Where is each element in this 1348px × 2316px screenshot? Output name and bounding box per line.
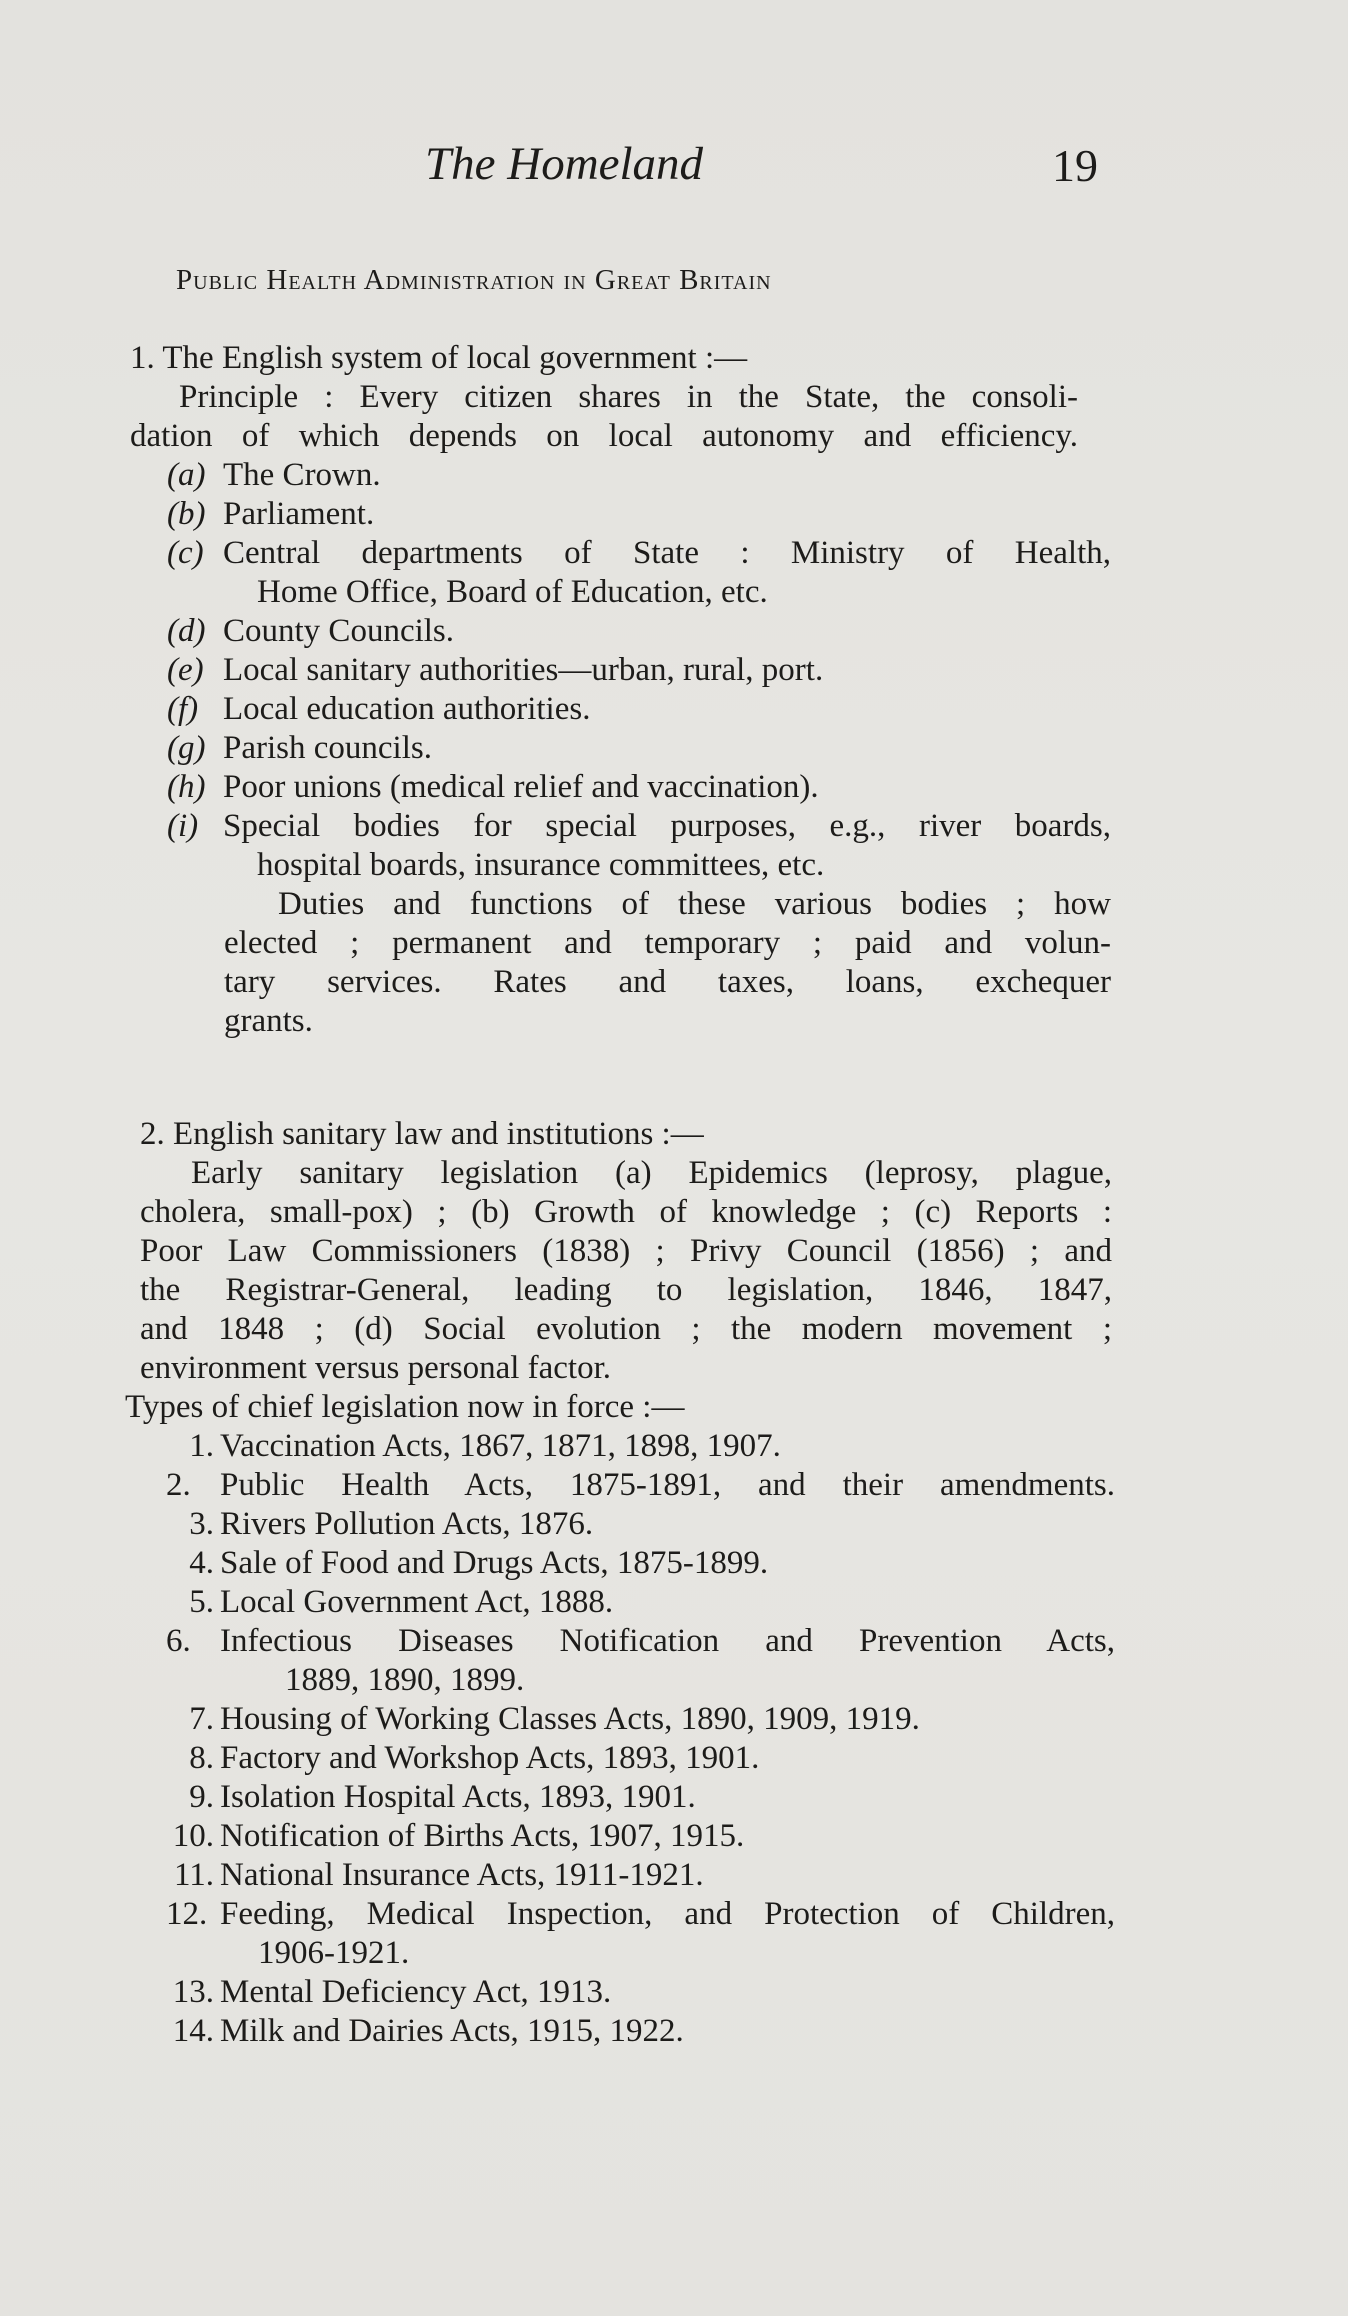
- early-legislation-line: Early sanitary legislation (a) Epidemics (leprosy, plague,: [191, 1155, 1112, 1191]
- principle-line-2: dation of which depends on local autonomy and efficiency.: [130, 418, 1078, 454]
- item-text: Parish councils.: [223, 730, 432, 766]
- item-marker: (g): [167, 730, 206, 766]
- item-marker: (i): [167, 808, 199, 844]
- item-text: Milk and Dairies Acts, 1915, 1922.: [220, 2013, 684, 2049]
- early-legislation-line: and 1848 ; (d) Social evolution ; the modern movement ;: [140, 1311, 1112, 1347]
- item-text: Factory and Workshop Acts, 1893, 1901.: [220, 1740, 760, 1776]
- item-text: Feeding, Medical Inspection, and Protection of Children,: [220, 1896, 1115, 1932]
- item-continuation: 1906-1921.: [258, 1935, 410, 1971]
- list-item: [167, 651, 823, 689]
- principle-line-1: Principle : Every citizen shares in the State, the consoli-: [179, 379, 1078, 415]
- page-number: 19: [1052, 140, 1098, 191]
- list-item: [167, 534, 1111, 572]
- legislation-item: [166, 1583, 613, 1621]
- legislation-item: [166, 1700, 920, 1738]
- item-text: Parliament.: [223, 496, 375, 532]
- item-text: National Insurance Acts, 1911-1921.: [220, 1857, 704, 1893]
- item-number: 2.: [166, 1467, 191, 1503]
- list-item: [167, 729, 432, 767]
- early-legislation-line: Poor Law Commissioners (1838) ; Privy Council (1856) ; and: [140, 1233, 1112, 1269]
- legislation-item: [166, 2012, 684, 2050]
- legislation-item: [166, 1544, 768, 1582]
- legislation-item: [166, 1505, 593, 1543]
- item-number: 5.: [189, 1584, 214, 1620]
- list-item: [167, 456, 381, 494]
- item-marker: (a): [167, 457, 206, 493]
- item-text: Rivers Pollution Acts, 1876.: [220, 1506, 594, 1542]
- item-text: The Crown.: [223, 457, 381, 493]
- running-header-title: The Homeland: [425, 138, 704, 190]
- item-number: 1.: [189, 1428, 214, 1464]
- item-text: County Councils.: [223, 613, 455, 649]
- duties-line: elected ; permanent and temporary ; paid and volun-: [224, 925, 1111, 961]
- item-number: 11.: [173, 1857, 214, 1893]
- legislation-item: [166, 1856, 704, 1894]
- item-continuation: Home Office, Board of Education, etc.: [257, 574, 768, 610]
- legislation-item: [166, 1622, 1115, 1660]
- item-text: Isolation Hospital Acts, 1893, 1901.: [220, 1779, 696, 1815]
- item-number: 4.: [189, 1545, 214, 1581]
- item-number: 7.: [189, 1701, 214, 1737]
- list-item: [167, 807, 1111, 845]
- item-marker: (c): [167, 535, 204, 571]
- item-continuation: hospital boards, insurance committees, etc.: [257, 847, 825, 883]
- item-continuation: 1889, 1890, 1899.: [285, 1662, 525, 1698]
- item-marker: (h): [167, 769, 206, 805]
- item-text: Local sanitary authorities—urban, rural, port.: [223, 652, 824, 688]
- item-text: Infectious Diseases Notification and Prevention Acts,: [220, 1623, 1115, 1659]
- item-text: Poor unions (medical relief and vaccination).: [223, 769, 819, 805]
- duties-line: Duties and functions of these various bodies ; how: [278, 886, 1111, 922]
- item-text: Special bodies for special purposes, e.g., river boards,: [223, 808, 1111, 844]
- item-number: 14.: [172, 2013, 214, 2049]
- item-text: Housing of Working Classes Acts, 1890, 1909, 1919.: [220, 1701, 920, 1737]
- list-item: [167, 495, 374, 533]
- item-text: Notification of Births Acts, 1907, 1915.: [220, 1818, 745, 1854]
- item-text: Public Health Acts, 1875-1891, and their amendments.: [220, 1467, 1115, 1503]
- duties-line: grants.: [224, 1003, 313, 1039]
- item-number: 6.: [166, 1623, 191, 1659]
- item-number: 12.: [166, 1896, 208, 1932]
- item-number: 3.: [189, 1506, 214, 1542]
- list-item: [167, 768, 819, 806]
- item-text: Central departments of State : Ministry of Health,: [223, 535, 1111, 571]
- section-1-heading: 1. The English system of local government :—: [130, 340, 748, 376]
- list-item: [167, 690, 590, 728]
- item-text: Local Government Act, 1888.: [220, 1584, 614, 1620]
- item-marker: (d): [167, 613, 206, 649]
- item-text: Vaccination Acts, 1867, 1871, 1898, 1907.: [220, 1428, 781, 1464]
- item-marker: (b): [167, 496, 206, 532]
- item-number: 10.: [172, 1818, 214, 1854]
- legislation-item: [166, 1427, 781, 1465]
- legislation-item: [166, 1739, 759, 1777]
- section-2-heading: 2. English sanitary law and institutions :—: [140, 1116, 704, 1152]
- duties-line: tary services. Rates and taxes, loans, exchequer: [224, 964, 1111, 1000]
- item-marker: (f): [167, 691, 199, 727]
- section-heading: Public Health Administration in Great Britain: [176, 264, 772, 296]
- item-text: Mental Deficiency Act, 1913.: [220, 1974, 612, 2010]
- early-legislation-line: the Registrar-General, leading to legislation, 1846, 1847,: [140, 1272, 1112, 1308]
- item-number: 8.: [189, 1740, 214, 1776]
- item-text: Sale of Food and Drugs Acts, 1875-1899.: [220, 1545, 769, 1581]
- legislation-item: [166, 1817, 744, 1855]
- item-number: 13.: [172, 1974, 214, 2010]
- legislation-item: [166, 1973, 611, 2011]
- legislation-item: [166, 1466, 1115, 1504]
- item-text: Local education authorities.: [223, 691, 591, 727]
- item-marker: (e): [167, 652, 204, 688]
- early-legislation-line: environment versus personal factor.: [140, 1350, 612, 1386]
- legislation-item: [166, 1778, 696, 1816]
- legislation-item: [166, 1895, 1115, 1933]
- item-number: 9.: [189, 1779, 214, 1815]
- early-legislation-line: cholera, small-pox) ; (b) Growth of knowledge ; (c) Reports :: [140, 1194, 1112, 1230]
- list-item: [167, 612, 454, 650]
- types-heading: Types of chief legislation now in force :—: [125, 1389, 685, 1425]
